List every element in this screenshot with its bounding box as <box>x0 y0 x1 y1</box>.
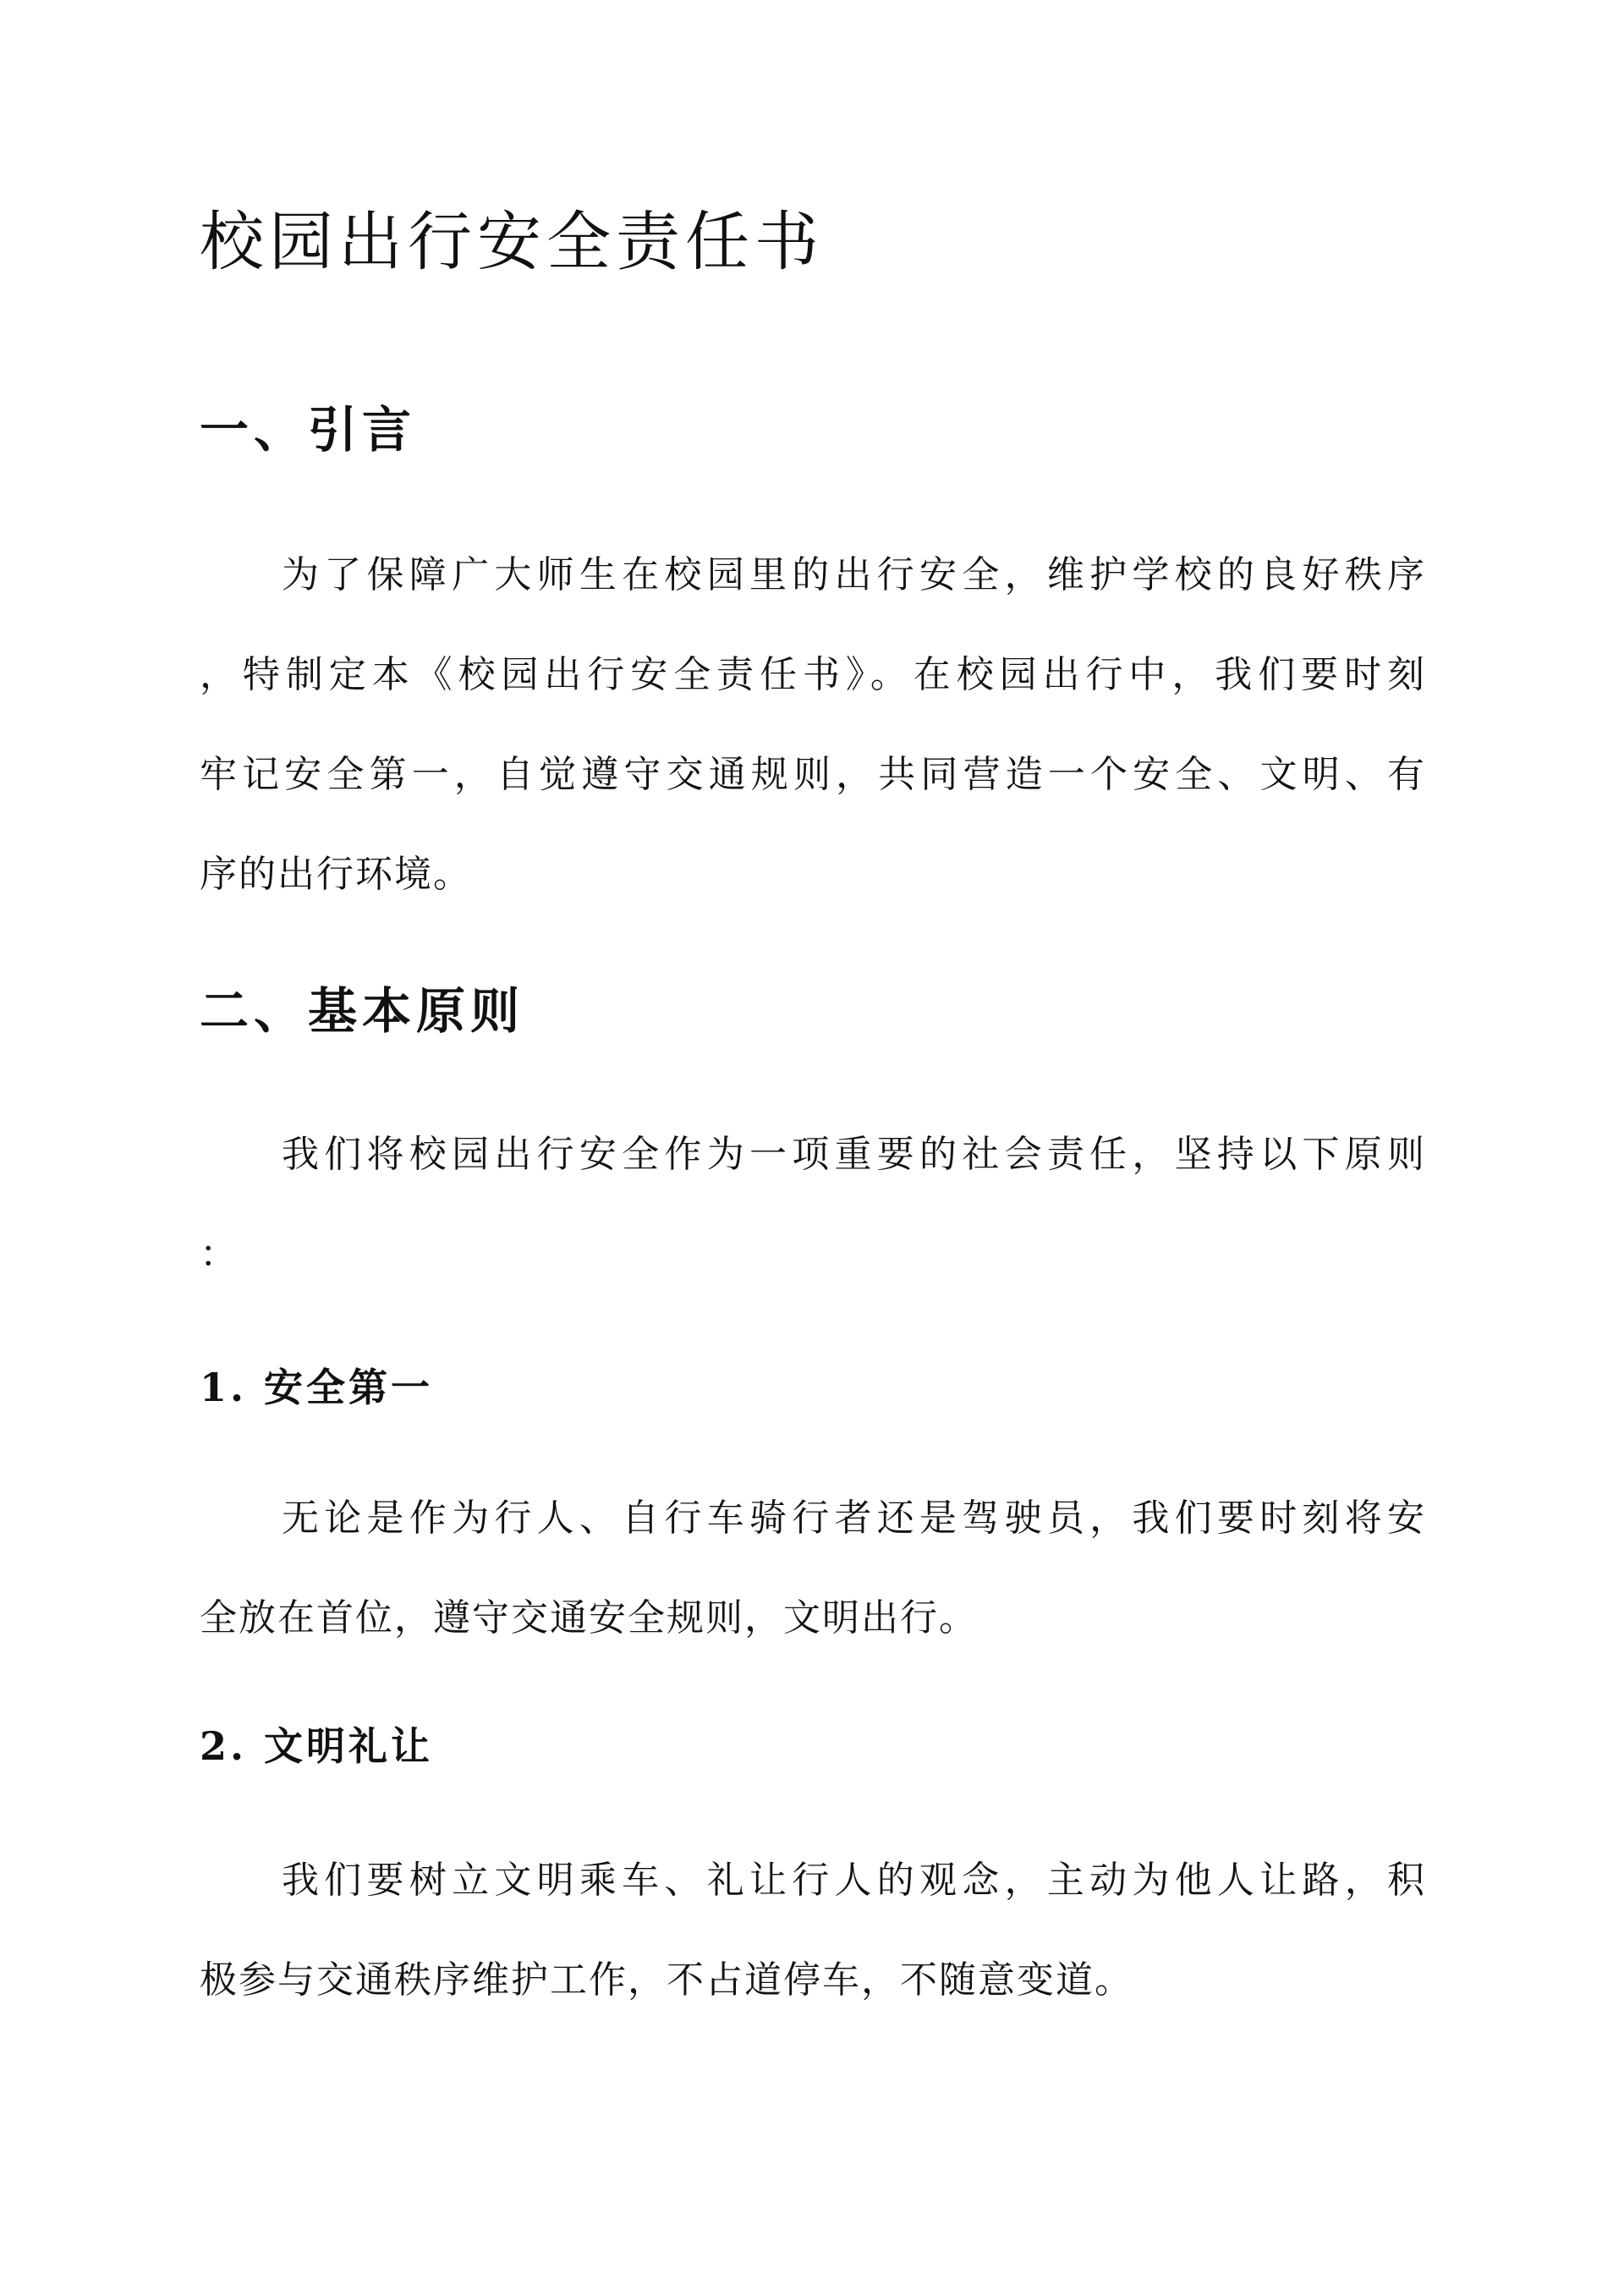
paragraph-line: ，特制定本《校园出行安全责任书》。在校园出行中，我们要时刻 <box>200 653 1426 696</box>
paragraph-line: 为了保障广大师生在校园里的出行安全，维护学校的良好秩序 <box>282 553 1426 596</box>
item-heading-safety-first: 1. 安全第一 <box>200 1365 434 1410</box>
section-heading-introduction: 一、引言 <box>200 401 417 459</box>
section-principles-paragraph <box>200 1105 1426 1305</box>
item-civility-paragraph <box>200 1831 1426 2030</box>
paragraph-line: 牢记安全第一，自觉遵守交通规则，共同营造一个安全、文明、有 <box>200 753 1426 796</box>
paragraph-line: ： <box>200 1233 239 1276</box>
paragraph-line: 我们要树立文明乘车、礼让行人的观念，主动为他人让路，积 <box>282 1859 1426 1902</box>
paragraph-line: 全放在首位，遵守交通安全规则，文明出行。 <box>200 1596 978 1640</box>
document-title: 校园出行安全责任书 <box>200 204 824 279</box>
paragraph-line: 无论是作为行人、自行车骑行者还是驾驶员，我们要时刻将安 <box>282 1497 1426 1540</box>
section-heading-basic-principles: 二、基本原则 <box>200 982 525 1040</box>
paragraph-line: 极参与交通秩序维护工作，不占道停车，不随意变道。 <box>200 1958 1133 2002</box>
item-safety-first-paragraph <box>200 1469 1426 1668</box>
section-introduction-paragraph <box>200 525 1426 925</box>
paragraph-line: 我们将校园出行安全作为一项重要的社会责任，坚持以下原则 <box>282 1133 1426 1176</box>
item-heading-civility-courtesy: 2. 文明礼让 <box>200 1723 434 1769</box>
paragraph-line: 序的出行环境。 <box>200 853 472 896</box>
